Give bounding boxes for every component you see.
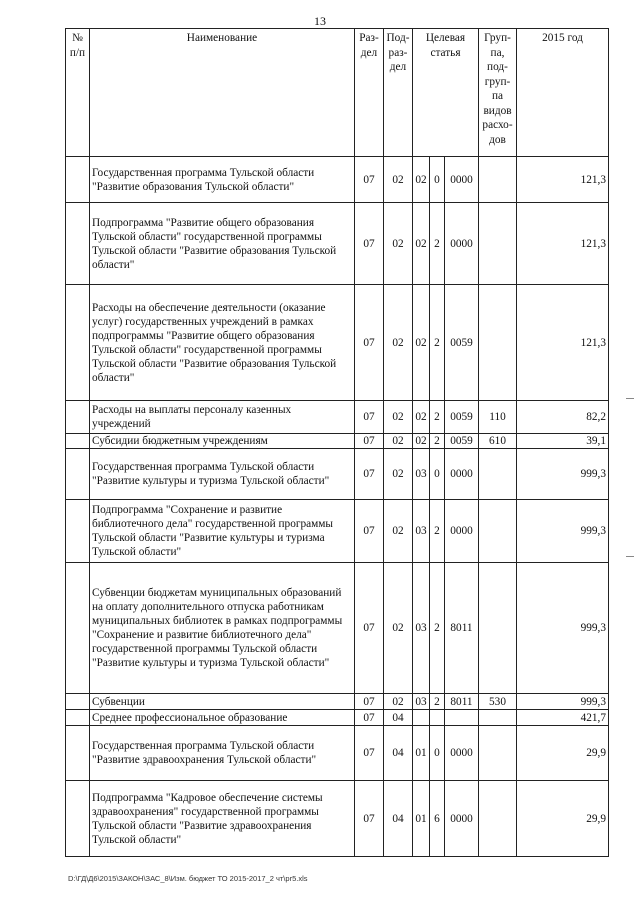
row-target-program-cell bbox=[413, 710, 430, 726]
row-number-cell bbox=[66, 157, 90, 203]
row-target-subprogram-cell: 6 bbox=[430, 781, 445, 857]
row-target-program-cell: 03 bbox=[413, 500, 430, 563]
row-expense-group-cell bbox=[479, 203, 517, 285]
row-target-direction-cell: 0000 bbox=[445, 157, 479, 203]
row-podrazdel-cell: 04 bbox=[384, 726, 413, 781]
row-amount-cell: 421,7 bbox=[517, 710, 609, 726]
row-amount-cell: 999,3 bbox=[517, 500, 609, 563]
row-expense-group-cell bbox=[479, 726, 517, 781]
row-name-cell: Подпрограмма "Развитие общего образования Тульской области" государственной программы Тульской области "Развитие образования Тульской области" bbox=[90, 203, 355, 285]
page-number: 13 bbox=[314, 14, 326, 28]
margin-mark bbox=[626, 556, 634, 557]
row-target-direction-cell: 8011 bbox=[445, 563, 479, 694]
row-podrazdel-cell: 04 bbox=[384, 781, 413, 857]
row-target-program-cell: 01 bbox=[413, 781, 430, 857]
row-podrazdel-cell: 04 bbox=[384, 710, 413, 726]
row-number-cell bbox=[66, 710, 90, 726]
table-row bbox=[66, 157, 609, 203]
row-razdel-cell: 07 bbox=[355, 781, 384, 857]
row-target-program-cell: 03 bbox=[413, 694, 430, 710]
row-razdel-cell: 07 bbox=[355, 710, 384, 726]
header-num: № п/п bbox=[66, 29, 90, 157]
row-expense-group-cell: 530 bbox=[479, 694, 517, 710]
row-name-cell: Подпрограмма "Сохранение и развитие библиотечного дела" государственной программы Тульской области "Развитие культуры и туризма Тульской области" bbox=[90, 500, 355, 563]
row-number-cell bbox=[66, 203, 90, 285]
table-row bbox=[66, 203, 609, 285]
table-row bbox=[66, 500, 609, 563]
row-number-cell bbox=[66, 285, 90, 401]
row-number-cell bbox=[66, 401, 90, 434]
row-target-subprogram-cell: 2 bbox=[430, 500, 445, 563]
table-row bbox=[66, 563, 609, 694]
row-expense-group-cell bbox=[479, 563, 517, 694]
row-target-subprogram-cell: 2 bbox=[430, 563, 445, 694]
header-podrazdel: Под-раз-дел bbox=[384, 29, 413, 157]
row-number-cell bbox=[66, 726, 90, 781]
row-amount-cell: 121,3 bbox=[517, 285, 609, 401]
budget-table bbox=[65, 28, 609, 857]
row-target-direction-cell: 0000 bbox=[445, 500, 479, 563]
row-target-subprogram-cell: 2 bbox=[430, 401, 445, 434]
row-target-subprogram-cell: 2 bbox=[430, 203, 445, 285]
header-target-article: Целевая статья bbox=[413, 29, 479, 157]
row-razdel-cell: 07 bbox=[355, 500, 384, 563]
header-year: 2015 год bbox=[517, 29, 609, 157]
row-target-direction-cell: 0000 bbox=[445, 726, 479, 781]
row-name-cell: Государственная программа Тульской области "Развитие культуры и туризма Тульской области" bbox=[90, 449, 355, 500]
header-row bbox=[66, 29, 609, 157]
row-name-cell: Подпрограмма "Кадровое обеспечение системы здравоохранения" государственной программы Тульской области "Развитие здравоохранения Тульской области" bbox=[90, 781, 355, 857]
row-target-program-cell: 02 bbox=[413, 203, 430, 285]
row-amount-cell: 999,3 bbox=[517, 694, 609, 710]
table-row bbox=[66, 285, 609, 401]
row-amount-cell: 29,9 bbox=[517, 726, 609, 781]
table-row bbox=[66, 434, 609, 449]
row-amount-cell: 999,3 bbox=[517, 563, 609, 694]
row-name-cell: Субвенции бюджетам муниципальных образований на оплату дополнительного отпуска работникам муниципальных библиотек в рамках подпрограммы "Сохранение и развитие библиотечного дела" государственной программы Тульской области "Развитие культуры и туризма Тульской области" bbox=[90, 563, 355, 694]
row-amount-cell: 121,3 bbox=[517, 203, 609, 285]
row-razdel-cell: 07 bbox=[355, 449, 384, 500]
row-podrazdel-cell: 02 bbox=[384, 449, 413, 500]
row-amount-cell: 39,1 bbox=[517, 434, 609, 449]
row-target-direction-cell: 0000 bbox=[445, 781, 479, 857]
row-podrazdel-cell: 02 bbox=[384, 694, 413, 710]
row-name-cell: Расходы на выплаты персоналу казенных учреждений bbox=[90, 401, 355, 434]
row-podrazdel-cell: 02 bbox=[384, 285, 413, 401]
row-podrazdel-cell: 02 bbox=[384, 563, 413, 694]
row-name-cell: Среднее профессиональное образование bbox=[90, 710, 355, 726]
row-razdel-cell: 07 bbox=[355, 726, 384, 781]
table-row bbox=[66, 694, 609, 710]
table-row bbox=[66, 449, 609, 500]
table-row bbox=[66, 726, 609, 781]
file-path-footer: D:\ГД\Д6\2015\ЗАКОН\ЗАС_8\Изм. бюджет ТО 2015-2017_2 чт\pr5.xls bbox=[68, 874, 308, 883]
row-target-direction-cell: 0059 bbox=[445, 434, 479, 449]
row-razdel-cell: 07 bbox=[355, 694, 384, 710]
row-number-cell bbox=[66, 694, 90, 710]
row-expense-group-cell bbox=[479, 157, 517, 203]
row-razdel-cell: 07 bbox=[355, 203, 384, 285]
row-number-cell bbox=[66, 500, 90, 563]
row-amount-cell: 29,9 bbox=[517, 781, 609, 857]
row-target-program-cell: 03 bbox=[413, 563, 430, 694]
row-razdel-cell: 07 bbox=[355, 401, 384, 434]
row-target-direction-cell bbox=[445, 710, 479, 726]
row-podrazdel-cell: 02 bbox=[384, 203, 413, 285]
row-razdel-cell: 07 bbox=[355, 157, 384, 203]
row-target-subprogram-cell: 2 bbox=[430, 694, 445, 710]
row-expense-group-cell bbox=[479, 500, 517, 563]
row-name-cell: Субсидии бюджетным учреждениям bbox=[90, 434, 355, 449]
row-target-direction-cell: 0000 bbox=[445, 203, 479, 285]
row-number-cell bbox=[66, 449, 90, 500]
row-target-direction-cell: 0000 bbox=[445, 449, 479, 500]
row-podrazdel-cell: 02 bbox=[384, 500, 413, 563]
row-target-subprogram-cell: 2 bbox=[430, 285, 445, 401]
header-name: Наименование bbox=[90, 29, 355, 157]
row-amount-cell: 82,2 bbox=[517, 401, 609, 434]
row-expense-group-cell bbox=[479, 781, 517, 857]
row-name-cell: Расходы на обеспечение деятельности (оказание услуг) государственных учреждений в рамках подпрограммы "Развитие общего образования Тульской области" государственной программы Тульской области "Развитие образования Тульской области" bbox=[90, 285, 355, 401]
header-expense-group: Груп-па, под-груп-па видов расхо-дов bbox=[479, 29, 517, 157]
row-target-subprogram-cell: 0 bbox=[430, 726, 445, 781]
row-amount-cell: 999,3 bbox=[517, 449, 609, 500]
row-name-cell: Субвенции bbox=[90, 694, 355, 710]
row-number-cell bbox=[66, 781, 90, 857]
table-row bbox=[66, 781, 609, 857]
row-target-program-cell: 03 bbox=[413, 449, 430, 500]
row-target-program-cell: 02 bbox=[413, 401, 430, 434]
header-razdel: Раз-дел bbox=[355, 29, 384, 157]
row-name-cell: Государственная программа Тульской области "Развитие образования Тульской области" bbox=[90, 157, 355, 203]
row-target-direction-cell: 0059 bbox=[445, 401, 479, 434]
row-target-subprogram-cell: 0 bbox=[430, 449, 445, 500]
row-razdel-cell: 07 bbox=[355, 434, 384, 449]
row-expense-group-cell bbox=[479, 449, 517, 500]
row-target-subprogram-cell bbox=[430, 710, 445, 726]
row-target-direction-cell: 0059 bbox=[445, 285, 479, 401]
row-razdel-cell: 07 bbox=[355, 285, 384, 401]
row-podrazdel-cell: 02 bbox=[384, 401, 413, 434]
row-target-program-cell: 02 bbox=[413, 157, 430, 203]
row-target-program-cell: 01 bbox=[413, 726, 430, 781]
row-expense-group-cell: 610 bbox=[479, 434, 517, 449]
row-amount-cell: 121,3 bbox=[517, 157, 609, 203]
row-razdel-cell: 07 bbox=[355, 563, 384, 694]
row-expense-group-cell: 110 bbox=[479, 401, 517, 434]
row-target-subprogram-cell: 0 bbox=[430, 157, 445, 203]
row-expense-group-cell bbox=[479, 285, 517, 401]
table-row bbox=[66, 710, 609, 726]
margin-mark bbox=[626, 398, 634, 399]
row-podrazdel-cell: 02 bbox=[384, 157, 413, 203]
table-body bbox=[66, 157, 609, 857]
row-name-cell: Государственная программа Тульской области "Развитие здравоохранения Тульской области" bbox=[90, 726, 355, 781]
row-target-program-cell: 02 bbox=[413, 285, 430, 401]
row-podrazdel-cell: 02 bbox=[384, 434, 413, 449]
row-expense-group-cell bbox=[479, 710, 517, 726]
row-target-program-cell: 02 bbox=[413, 434, 430, 449]
table-row bbox=[66, 401, 609, 434]
row-number-cell bbox=[66, 563, 90, 694]
row-target-subprogram-cell: 2 bbox=[430, 434, 445, 449]
row-target-direction-cell: 8011 bbox=[445, 694, 479, 710]
row-number-cell bbox=[66, 434, 90, 449]
